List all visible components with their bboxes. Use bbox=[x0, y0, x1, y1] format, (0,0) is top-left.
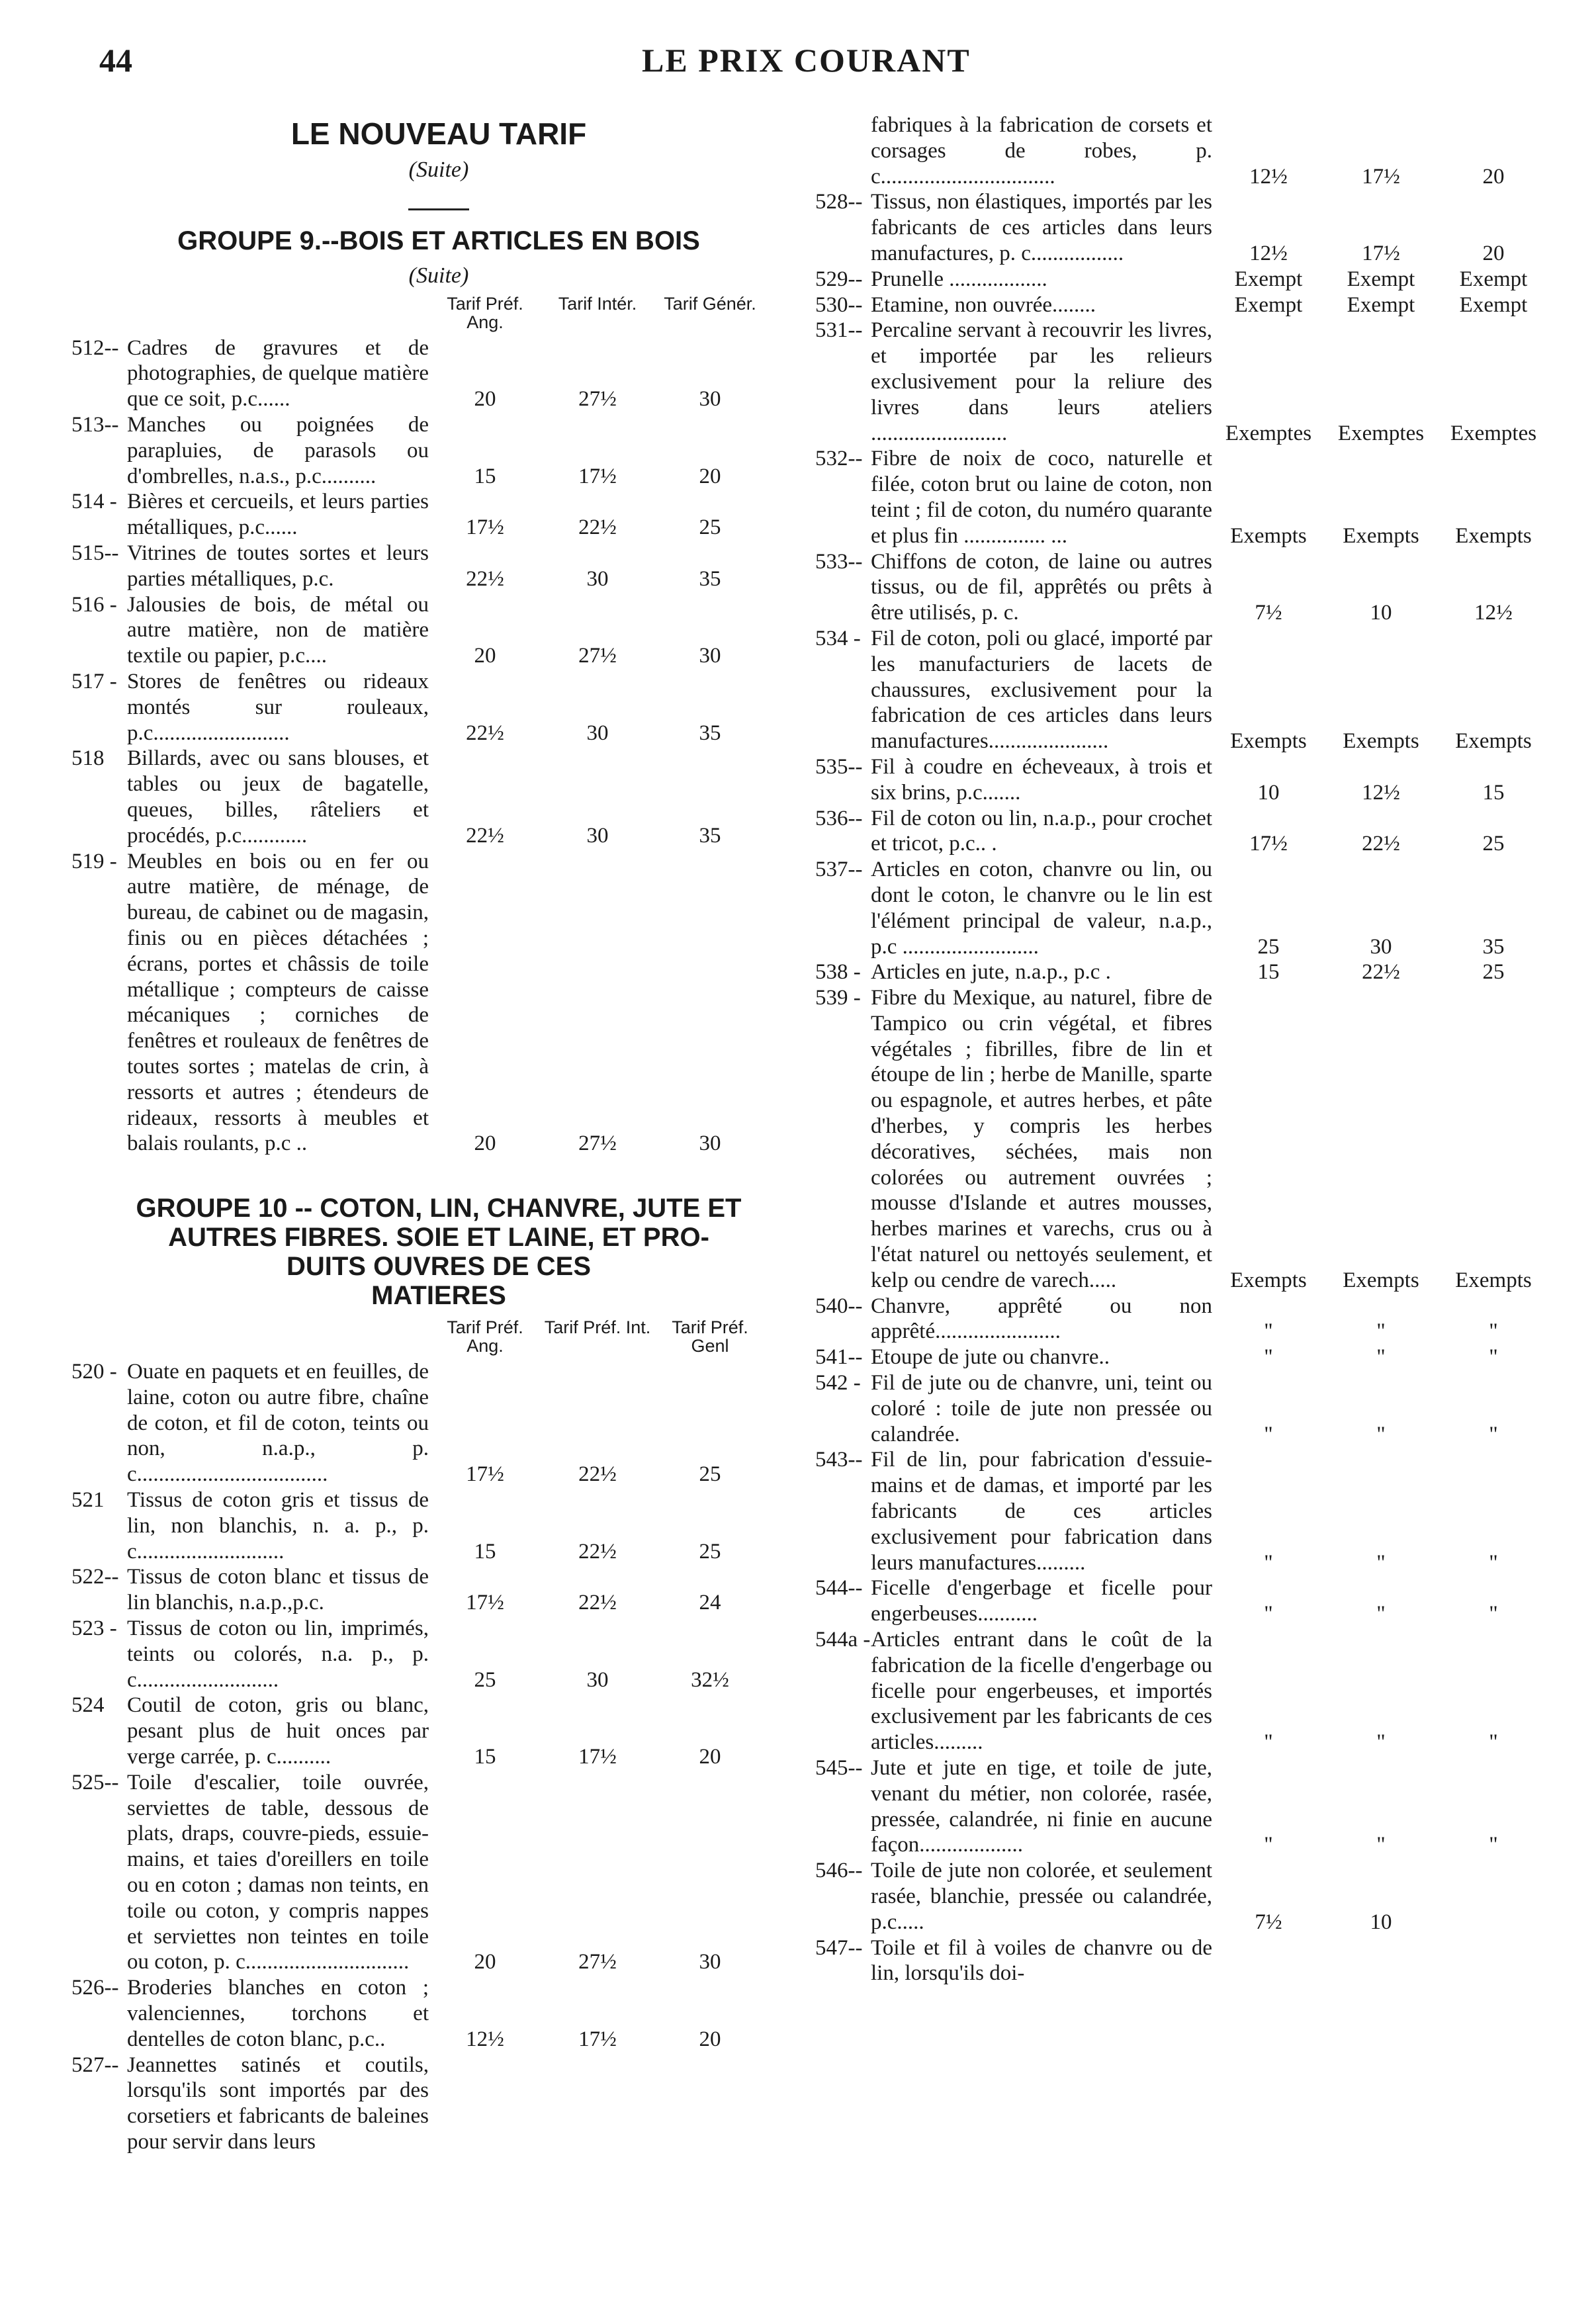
tariff-item bbox=[815, 1294, 1550, 1345]
item-text: Articles en jute, n.a.p., p.c . bbox=[871, 960, 1111, 985]
rate-preferential: 17½ bbox=[1249, 832, 1288, 856]
rate-general: 35 bbox=[699, 566, 721, 591]
tariff-item bbox=[815, 1575, 1550, 1627]
tariff-item bbox=[815, 959, 1550, 985]
tariff-item bbox=[71, 1359, 806, 1487]
item-description bbox=[815, 112, 1212, 189]
tariff-item bbox=[71, 1564, 806, 1616]
rate-preferential: 20 bbox=[474, 1950, 496, 1974]
tariff-item bbox=[815, 1755, 1550, 1858]
item-text: Fil de coton ou lin, n.a.p., pour crochet et tricot, p.c.. . bbox=[871, 806, 1212, 856]
rate-general: 30 bbox=[699, 1131, 721, 1156]
rate-intermediate: 22½ bbox=[578, 1462, 617, 1487]
item-description bbox=[815, 1627, 1212, 1755]
rate-intermediate: Exemptes bbox=[1337, 421, 1425, 445]
item-description bbox=[815, 1755, 1212, 1858]
rate-preferential: 12½ bbox=[1249, 241, 1288, 265]
item-number: 527-- bbox=[71, 2053, 119, 2077]
item-text: Toile de jute non colorée, et seulement rasée, blanchie, pressée ou calandrée, p.c..... bbox=[871, 1859, 1212, 1934]
group-10-title-line: GROUPE 10 -- COTON, LIN, CHANVRE, JUTE ET bbox=[136, 1194, 742, 1223]
group-10-title bbox=[71, 1194, 806, 1310]
rate-preferential: 17½ bbox=[466, 1462, 504, 1487]
tariff-item bbox=[815, 318, 1550, 446]
rate-general: Exempts bbox=[1455, 1268, 1532, 1292]
rate-intermediate: 10 bbox=[1370, 1910, 1392, 1934]
rate-general: Exemptes bbox=[1450, 421, 1537, 445]
left-column bbox=[71, 112, 806, 2155]
item-number: 539 - bbox=[815, 986, 861, 1010]
rate-general: 20 bbox=[1482, 164, 1505, 189]
rate-intermediate: 22½ bbox=[578, 1591, 617, 1615]
rate-preferential: 15 bbox=[474, 1745, 496, 1769]
group-9-title: GROUPE 9.--BOIS ET ARTICLES EN BOIS bbox=[177, 226, 700, 255]
section-title: LE NOUVEAU TARIF bbox=[290, 116, 587, 151]
rate-general: 20 bbox=[699, 2027, 721, 2051]
rate-preferential: 17½ bbox=[466, 515, 504, 540]
item-number: 547-- bbox=[815, 1935, 863, 1960]
rate-preferential: 15 bbox=[474, 1539, 496, 1564]
item-number: 532-- bbox=[815, 447, 863, 471]
rate-general: Exempts bbox=[1455, 523, 1532, 548]
item-description bbox=[815, 189, 1212, 266]
item-number: 544a - bbox=[815, 1628, 871, 1652]
tariff-item bbox=[71, 412, 806, 489]
group-9-items bbox=[71, 335, 806, 1157]
rate-general: 20 bbox=[1482, 241, 1505, 265]
rate-preferential: " bbox=[1264, 1602, 1273, 1626]
tariff-item bbox=[815, 1447, 1550, 1575]
rate-intermediate: 27½ bbox=[578, 644, 617, 668]
item-number: 533-- bbox=[815, 549, 863, 574]
item-description bbox=[71, 2053, 429, 2155]
rate-preferential: 7½ bbox=[1255, 1910, 1282, 1934]
rate-intermediate: 17½ bbox=[578, 2027, 617, 2051]
item-number: 538 - bbox=[815, 960, 861, 985]
rate-preferential: 12½ bbox=[1249, 164, 1288, 189]
rate-general: 35 bbox=[1482, 934, 1505, 959]
item-text: Vitrines de toutes sortes et leurs parties métalliques, p.c. bbox=[127, 541, 429, 591]
rate-preferential: 15 bbox=[1257, 960, 1280, 985]
rate-general: " bbox=[1489, 1550, 1498, 1575]
rate-general: 30 bbox=[699, 1950, 721, 1974]
item-description bbox=[815, 292, 1212, 318]
tariff-item bbox=[71, 1616, 806, 1693]
rate-preferential: 22½ bbox=[466, 721, 504, 745]
item-description bbox=[815, 1294, 1212, 1345]
rate-preferential: 20 bbox=[474, 1131, 496, 1156]
item-text: Tissus, non élastiques, importés par les fabricants de ces articles dans leurs manufactures, p. c................. bbox=[871, 190, 1212, 265]
group-10-title-line: MATIERES bbox=[371, 1281, 506, 1311]
item-description bbox=[815, 318, 1212, 446]
item-text: Ficelle d'engerbage et ficelle pour engerbeuses........... bbox=[871, 1576, 1212, 1626]
item-number: 536-- bbox=[815, 806, 863, 830]
item-number: 535-- bbox=[815, 754, 863, 779]
item-description bbox=[815, 857, 1212, 959]
rate-general: " bbox=[1489, 1319, 1498, 1344]
rate-preferential: " bbox=[1264, 1345, 1273, 1370]
rate-general: 30 bbox=[699, 387, 721, 412]
right-column-items bbox=[815, 112, 1550, 1986]
item-number: 534 - bbox=[815, 626, 861, 650]
group-10-title-line: AUTRES FIBRES. SOIE ET LAINE, ET PRO- bbox=[168, 1223, 709, 1253]
item-number: 525-- bbox=[71, 1770, 119, 1794]
item-text: Bières et cercueils, et leurs parties métalliques, p.c...... bbox=[127, 490, 429, 540]
rate-preferential: 20 bbox=[474, 387, 496, 412]
item-text: Stores de fenêtres ou rideaux montés sur rouleaux, p.c......................... bbox=[127, 669, 429, 745]
tariff-item bbox=[71, 849, 806, 1157]
group-10-title-line: DUITS OUVRES DE CES bbox=[286, 1252, 592, 1282]
tariff-item bbox=[815, 1370, 1550, 1447]
rate-general: 35 bbox=[699, 721, 721, 745]
tariff-item bbox=[815, 1345, 1550, 1370]
item-description bbox=[815, 267, 1212, 292]
item-description bbox=[71, 592, 429, 669]
item-text: Manches ou poignées de parapluies, de parasols ou d'ombrelles, n.a.s., p.c.......... bbox=[127, 412, 429, 488]
rate-general: 35 bbox=[699, 823, 721, 848]
item-text: Fil de coton, poli ou glacé, importé par les manufacturiers de lacets de chaussures, exclusivement pour la fabrication de ces articles dans leurs manufactures...................... bbox=[871, 626, 1212, 754]
item-text: Percaline servant à recouvrir les livres, et importée par les relieurs exclusivement pour la reliure des livres dans leurs ateliers ......................... bbox=[871, 318, 1212, 445]
rate-intermediate: " bbox=[1376, 1730, 1386, 1755]
rate-intermediate: 17½ bbox=[1362, 241, 1400, 265]
rate-intermediate: 22½ bbox=[578, 1539, 617, 1564]
rate-preferential: Exempt bbox=[1234, 292, 1303, 317]
tariff-item bbox=[815, 112, 1550, 189]
item-number: 516 - bbox=[71, 592, 117, 617]
right-column bbox=[815, 112, 1550, 1986]
item-number: 542 - bbox=[815, 1371, 861, 1395]
group-9-suite: (Suite) bbox=[408, 263, 469, 288]
item-number: 540-- bbox=[815, 1294, 863, 1318]
item-text: Coutil de coton, gris ou blanc, pesant plus de huit onces par verge carrée, p. c.......... bbox=[127, 1693, 429, 1769]
tariff-item bbox=[71, 541, 806, 592]
section-suite: (Suite) bbox=[408, 157, 469, 182]
item-text: Tissus de coton ou lin, imprimés, teints ou colorés, n.a. p., p. c.......................... bbox=[127, 1616, 429, 1692]
tariff-item bbox=[815, 857, 1550, 959]
item-text: Articles entrant dans le coût de la fabrication de la ficelle d'engerbage ou ficelle pour engerbeuses, et importés exclusivement par les fabricants de ces articles......... bbox=[871, 1628, 1212, 1755]
rate-general: 32½ bbox=[691, 1667, 729, 1692]
item-description bbox=[815, 1935, 1212, 1987]
column-header: Tarif Préf. Int. bbox=[544, 1317, 651, 1338]
rate-intermediate: 10 bbox=[1370, 601, 1392, 625]
rate-intermediate: 30 bbox=[1370, 934, 1392, 959]
page-number: 44 bbox=[99, 42, 132, 79]
rate-general: 25 bbox=[1482, 960, 1505, 985]
tariff-item bbox=[71, 489, 806, 541]
item-number bbox=[815, 112, 871, 189]
rate-preferential: 12½ bbox=[466, 2027, 504, 2051]
rate-general: " bbox=[1489, 1422, 1498, 1446]
item-description bbox=[815, 626, 1212, 754]
item-text: Fibre de noix de coco, naturelle et filée, coton brut ou laine de coton, non teint ; fil de coton, du numéro quarante et plus fin ............... ... bbox=[871, 447, 1212, 548]
tariff-item bbox=[71, 1975, 806, 2052]
item-description bbox=[71, 1975, 429, 2052]
rate-general: 30 bbox=[699, 644, 721, 668]
tariff-item bbox=[815, 985, 1550, 1294]
rate-general: 20 bbox=[699, 464, 721, 488]
rate-intermediate: " bbox=[1376, 1345, 1386, 1370]
item-number: 523 - bbox=[71, 1616, 117, 1641]
item-text: Fil de lin, pour fabrication d'essuie-mains et de damas, et importé par les fabricants de ces articles exclusivement pour fabrication dans leurs manufactures......... bbox=[871, 1448, 1212, 1575]
column-header: Tarif Génér. bbox=[664, 293, 756, 314]
item-text: Jeannettes satinés et coutils, lorsqu'ils sont importés par des corsetiers et fabricants de baleines pour servir dans leurs bbox=[127, 2053, 429, 2154]
item-number: 513-- bbox=[71, 412, 119, 437]
page-header bbox=[99, 41, 1529, 87]
rate-preferential: 22½ bbox=[466, 566, 504, 591]
item-number: 543-- bbox=[815, 1448, 863, 1472]
rate-preferential: Exempts bbox=[1230, 729, 1307, 754]
item-description bbox=[815, 1447, 1212, 1575]
item-description bbox=[815, 985, 1212, 1294]
tariff-item bbox=[815, 446, 1550, 549]
item-description bbox=[815, 806, 1212, 858]
item-description bbox=[71, 335, 429, 412]
rate-preferential: " bbox=[1264, 1319, 1273, 1344]
item-text: Toile d'escalier, toile ouvrée, serviettes de table, dessous de plats, draps, couvre-pieds, essuie-mains, et taies d'oreillers en toile ou en coton ; damas non teints, en toile ou coton, y compris nappes et serviettes non teintes en toile ou coton, p. c.............................. bbox=[127, 1770, 429, 1974]
tariff-item bbox=[71, 335, 806, 412]
item-description bbox=[815, 1575, 1212, 1627]
item-number: 512-- bbox=[71, 335, 119, 360]
rate-general: 25 bbox=[699, 515, 721, 540]
item-description bbox=[815, 549, 1212, 626]
rate-general: 20 bbox=[699, 1745, 721, 1769]
item-text: fabriques à la fabrication de corsets et corsages de robes, p. c................................ bbox=[871, 113, 1212, 189]
item-number: 537-- bbox=[815, 858, 863, 882]
item-description bbox=[815, 1858, 1212, 1935]
item-text: Chiffons de coton, de laine ou autres tissus, ou de fil, apprêtés ou prêts à être utilisés, p. c. bbox=[871, 549, 1212, 625]
rate-intermediate: 27½ bbox=[578, 1950, 617, 1974]
item-number: 546-- bbox=[815, 1859, 863, 1883]
tariff-item bbox=[71, 1487, 806, 1564]
item-text: Etamine, non ouvrée........ bbox=[871, 292, 1096, 317]
item-text: Tissus de coton blanc et tissus de lin blanchis, n.a.p.,p.c. bbox=[127, 1565, 429, 1615]
item-description bbox=[815, 446, 1212, 549]
rate-intermediate: Exempt bbox=[1347, 292, 1415, 317]
item-number: 545-- bbox=[815, 1756, 863, 1780]
item-description bbox=[815, 1345, 1212, 1370]
rate-preferential: Exempt bbox=[1234, 267, 1303, 291]
tariff-item bbox=[815, 1935, 1550, 1987]
rate-intermediate: 22½ bbox=[578, 515, 617, 540]
rate-general: 25 bbox=[699, 1539, 721, 1564]
tariff-item bbox=[71, 669, 806, 746]
item-text: Chanvre, apprêté ou non apprêté....................... bbox=[871, 1294, 1212, 1344]
rate-general: Exempts bbox=[1455, 729, 1532, 754]
item-text: Broderies blanches en coton ; valenciennes, torchons et dentelles de coton blanc, p.c.. bbox=[127, 1976, 429, 2051]
rate-intermediate: Exempts bbox=[1343, 729, 1419, 754]
column-header: Tarif Préf. Ang. bbox=[447, 293, 523, 332]
tariff-item bbox=[815, 626, 1550, 754]
item-description bbox=[71, 746, 429, 848]
column-header: Tarif Préf. Ang. bbox=[447, 1317, 523, 1356]
tariff-item bbox=[71, 1693, 806, 1769]
item-number: 529-- bbox=[815, 267, 863, 291]
item-number: 522-- bbox=[71, 1565, 119, 1589]
rate-preferential: 17½ bbox=[466, 1591, 504, 1615]
item-text: Meubles en bois ou en fer ou autre matière, de ménage, de bureau, de cabinet ou de magasin, finis ou en pièces détachées ; écrans, portes et châssis de toile métallique ; compteurs de caisse mécaniques ; corniches de fenêtres et rouleaux de fenêtres de toutes sortes ; matelas de crin, à ressorts et autres ; étendeurs de rideaux, ressorts à meubles et balais roulants, p.c .. bbox=[127, 849, 429, 1156]
item-description bbox=[71, 669, 429, 746]
rate-intermediate: 22½ bbox=[1362, 832, 1400, 856]
rate-preferential: 25 bbox=[474, 1667, 496, 1692]
rate-intermediate: 27½ bbox=[578, 1131, 617, 1156]
rate-intermediate: Exempt bbox=[1347, 267, 1415, 291]
item-description bbox=[71, 1487, 429, 1564]
item-number: 520 - bbox=[71, 1360, 117, 1384]
rate-intermediate: 27½ bbox=[578, 387, 617, 412]
rate-preferential: 22½ bbox=[466, 823, 504, 848]
tariff-item bbox=[71, 2053, 806, 2155]
item-number: 515-- bbox=[71, 541, 119, 565]
item-number: 526-- bbox=[71, 1976, 119, 2000]
item-text: Fibre du Mexique, au naturel, fibre de Tampico ou crin végétal, et fibres végétales ; fibrilles, fibre de lin et étoupe de lin ; herbe de Manille, sparte ou espagnole, et autres herbes, et pâte d'herbes, y compris les herbes décoratives, séchées, mais non colorées ou autrement ouvrées ; mousse d'Islande et autres mousses, herbes marines et varechs, crus ou à l'état naturel ou nettoyés seulement, et kelp ou cendre de varech..... bbox=[871, 986, 1212, 1292]
tariff-item bbox=[815, 549, 1550, 626]
tariff-item bbox=[815, 754, 1550, 806]
item-text: Fil de jute ou de chanvre, uni, teint ou coloré : toile de jute non pressée ou calandrée. bbox=[871, 1371, 1212, 1446]
tariff-item bbox=[815, 1627, 1550, 1755]
column-header: Tarif Préf. Genl bbox=[672, 1317, 748, 1356]
group-10-items bbox=[71, 1359, 806, 2155]
tariff-item bbox=[815, 292, 1550, 318]
rate-preferential: 25 bbox=[1257, 934, 1280, 959]
divider-rule bbox=[408, 208, 469, 210]
rate-intermediate: " bbox=[1376, 1550, 1386, 1575]
item-number: 514 - bbox=[71, 490, 117, 514]
rate-intermediate: " bbox=[1376, 1602, 1386, 1626]
rate-intermediate: 17½ bbox=[578, 1745, 617, 1769]
tariff-item bbox=[815, 1858, 1550, 1935]
item-text: Etoupe de jute ou chanvre.. bbox=[871, 1345, 1110, 1370]
rate-preferential: " bbox=[1264, 1550, 1273, 1575]
item-description bbox=[71, 412, 429, 489]
rate-general: Exempt bbox=[1459, 267, 1528, 291]
group-10-column-headers bbox=[71, 1318, 806, 1355]
item-text: Jute et jute en tige, et toile de jute, venant du métier, non colorée, rasée, pressée, calandrée, ni finie en aucune façon................... bbox=[871, 1756, 1212, 1857]
item-description bbox=[71, 541, 429, 592]
rate-intermediate: 30 bbox=[586, 566, 609, 591]
rate-general: 25 bbox=[699, 1462, 721, 1487]
item-description bbox=[815, 754, 1212, 806]
rate-general: 24 bbox=[699, 1591, 721, 1615]
rate-intermediate: " bbox=[1376, 1319, 1386, 1344]
rate-preferential: 10 bbox=[1257, 780, 1280, 805]
item-number: 524 bbox=[71, 1693, 105, 1718]
item-description bbox=[71, 1616, 429, 1693]
rate-intermediate: 12½ bbox=[1362, 780, 1400, 805]
rate-intermediate: Exempts bbox=[1343, 523, 1419, 548]
rate-general: 12½ bbox=[1474, 601, 1513, 625]
rate-preferential: 7½ bbox=[1255, 601, 1282, 625]
rate-intermediate: " bbox=[1376, 1422, 1386, 1446]
rate-preferential: " bbox=[1264, 1422, 1273, 1446]
item-description bbox=[815, 959, 1212, 985]
item-number: 518 bbox=[71, 746, 105, 771]
item-text: Fil à coudre en écheveaux, à trois et six brins, p.c....... bbox=[871, 754, 1212, 805]
item-text: Ouate en paquets et en feuilles, de laine, coton ou autre fibre, chaîne de coton, et fil de coton, teints ou non, n.a.p., p. c................................... bbox=[127, 1360, 429, 1487]
rate-intermediate: 17½ bbox=[578, 464, 617, 488]
item-number: 541-- bbox=[815, 1345, 863, 1370]
item-number: 530-- bbox=[815, 292, 863, 317]
running-title: LE PRIX COURANT bbox=[642, 42, 971, 79]
rate-preferential: 15 bbox=[474, 464, 496, 488]
item-text: Prunelle .................. bbox=[871, 267, 1047, 291]
item-description bbox=[815, 1370, 1212, 1447]
item-description bbox=[71, 849, 429, 1157]
rate-intermediate: 30 bbox=[586, 823, 609, 848]
item-description bbox=[71, 1770, 429, 1975]
item-text: Tissus de coton gris et tissus de lin, non blanchis, n. a. p., p. c........................... bbox=[127, 1488, 429, 1564]
rate-general: Exempt bbox=[1459, 292, 1528, 317]
tariff-item bbox=[815, 267, 1550, 292]
item-text: Articles en coton, chanvre ou lin, ou dont le coton, le chanvre ou le lin est l'élément principal de valeur, n.a.p., p.c ......................... bbox=[871, 858, 1212, 959]
rate-general: " bbox=[1489, 1602, 1498, 1626]
item-number: 531-- bbox=[815, 318, 863, 343]
rate-intermediate: 30 bbox=[586, 721, 609, 745]
item-description bbox=[71, 1359, 429, 1487]
column-header: Tarif Intér. bbox=[558, 293, 637, 314]
rate-general: " bbox=[1489, 1345, 1498, 1370]
item-text: Toile et fil à voiles de chanvre ou de lin, lorsqu'ils doi- bbox=[871, 1935, 1212, 1986]
item-number: 517 - bbox=[71, 669, 117, 693]
tariff-item bbox=[71, 746, 806, 848]
tariff-item bbox=[71, 592, 806, 669]
group-9-column-headers bbox=[71, 294, 806, 331]
rate-preferential: Exemptes bbox=[1225, 421, 1312, 445]
tariff-item bbox=[815, 189, 1550, 266]
rate-intermediate: 17½ bbox=[1362, 164, 1400, 189]
rate-general: " bbox=[1489, 1833, 1498, 1857]
rate-intermediate: Exempts bbox=[1343, 1268, 1419, 1292]
tariff-item bbox=[71, 1770, 806, 1975]
rate-general: 25 bbox=[1482, 832, 1505, 856]
rate-preferential: " bbox=[1264, 1730, 1273, 1755]
item-description bbox=[71, 489, 429, 541]
item-number: 519 - bbox=[71, 849, 117, 873]
rate-intermediate: 22½ bbox=[1362, 960, 1400, 985]
rate-preferential: " bbox=[1264, 1833, 1273, 1857]
item-number: 528-- bbox=[815, 190, 863, 214]
item-text: Jalousies de bois, de métal ou autre matière, non de matière textile ou papier, p.c.... bbox=[127, 592, 429, 668]
item-number: 521 bbox=[71, 1488, 105, 1513]
rate-general: " bbox=[1489, 1730, 1498, 1755]
rate-general: 15 bbox=[1482, 780, 1505, 805]
rate-preferential: 20 bbox=[474, 644, 496, 668]
rate-preferential: Exempts bbox=[1230, 523, 1307, 548]
item-text: Cadres de gravures et de photographies, de quelque matière que ce soit, p.c...... bbox=[127, 335, 429, 412]
rate-intermediate: 30 bbox=[586, 1667, 609, 1692]
item-description bbox=[71, 1564, 429, 1616]
item-description bbox=[71, 1693, 429, 1769]
tariff-item bbox=[815, 806, 1550, 858]
item-text: Billards, avec ou sans blouses, et tables ou jeux de bagatelle, queues, billes, râteliers et procédés, p.c............ bbox=[127, 746, 429, 848]
item-number: 544-- bbox=[815, 1576, 863, 1601]
rate-intermediate: " bbox=[1376, 1833, 1386, 1857]
rate-preferential: Exempts bbox=[1230, 1268, 1307, 1292]
